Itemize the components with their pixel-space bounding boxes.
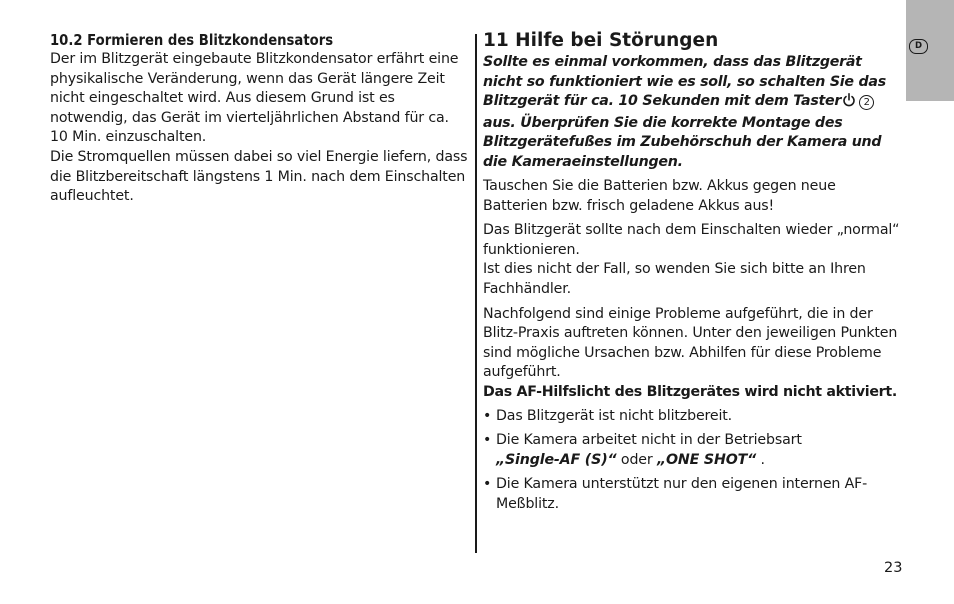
capacitor-paragraph-2: Die Stromquellen müssen dabei so viel Energie liefern, dass die Blitzbereitschaft längstens 1 Min. nach dem Einschalten aufleuchtet. bbox=[50, 148, 468, 205]
section-heading-10-2: 10.2 Formieren des Blitzkondensators bbox=[50, 31, 334, 49]
intro-text-start: Sollte es einmal vorkommen, dass das Blitzgerät nicht so funktioniert wie es soll, so schalten Sie das Blitzgerät für ca. 10 Sekunden mit dem Taster bbox=[483, 54, 886, 109]
list-item bbox=[483, 431, 903, 470]
af-mode-single: „Single-AF (S)“ bbox=[496, 451, 617, 468]
bullet-marker: • bbox=[483, 432, 492, 449]
list-item-text: Das Blitzgerät ist nicht blitzbereit. bbox=[496, 407, 733, 424]
bullet-marker: • bbox=[483, 407, 492, 424]
list-item-text: Die Kamera arbeitet nicht in der Betriebsart bbox=[496, 432, 802, 449]
column-divider bbox=[475, 34, 477, 553]
page-number: 23 bbox=[884, 560, 903, 576]
list-item-connector: oder bbox=[620, 451, 653, 468]
bullet-marker: • bbox=[483, 476, 492, 493]
language-badge: D bbox=[909, 39, 928, 54]
intro-text-end: aus. Überprüfen Sie die korrekte Montage des Blitzgerätefußes im Zubehörschuh der Kamera und die Kameraeinstellungen. bbox=[483, 114, 882, 170]
list-item bbox=[483, 475, 903, 514]
list-item-end: . bbox=[760, 451, 765, 468]
section-heading-11: 11 Hilfe bei Störungen bbox=[483, 30, 719, 51]
problems-paragraph: Nachfolgend sind einige Probleme aufgeführt, die in der Blitz-Praxis auftreten können. Unter den jeweiligen Punkten sind mögliche Ursachen bzw. Abhilfen für diese Probleme aufgeführt. bbox=[483, 305, 898, 381]
circled-number-icon: 2 bbox=[859, 95, 874, 110]
af-assist-problem-heading: Das AF-Hilfslicht des Blitzgerätes wird nicht aktiviert. bbox=[483, 383, 897, 400]
power-icon bbox=[842, 93, 856, 114]
left-column bbox=[50, 30, 470, 207]
right-column bbox=[483, 30, 903, 515]
list-item-text: Die Kamera unterstützt nur den eigenen internen AF-Meßblitz. bbox=[496, 476, 868, 512]
af-mode-one-shot: „ONE SHOT“ bbox=[656, 451, 757, 468]
troubleshooting-intro bbox=[483, 53, 903, 172]
dealer-paragraph: Ist dies nicht der Fall, so wenden Sie sich bitte an Ihren Fachhändler. bbox=[483, 261, 866, 297]
normal-function-paragraph: Das Blitzgerät sollte nach dem Einschalten wieder „normal“ funktionieren. bbox=[483, 222, 900, 258]
batteries-paragraph: Tauschen Sie die Batterien bzw. Akkus gegen neue Batterien bzw. frisch geladene Akkus aus! bbox=[483, 178, 836, 214]
list-item bbox=[483, 407, 903, 427]
capacitor-paragraph-1: Der im Blitzgerät eingebaute Blitzkondensator erfährt eine physikalische Veränderung, wenn das Gerät längere Zeit nicht eingeschaltet wird. Aus diesem Grund ist es notwendig, das Gerät im vierteljährlichen Abstand für ca. 10 Min. einzuschalten. bbox=[50, 51, 459, 146]
